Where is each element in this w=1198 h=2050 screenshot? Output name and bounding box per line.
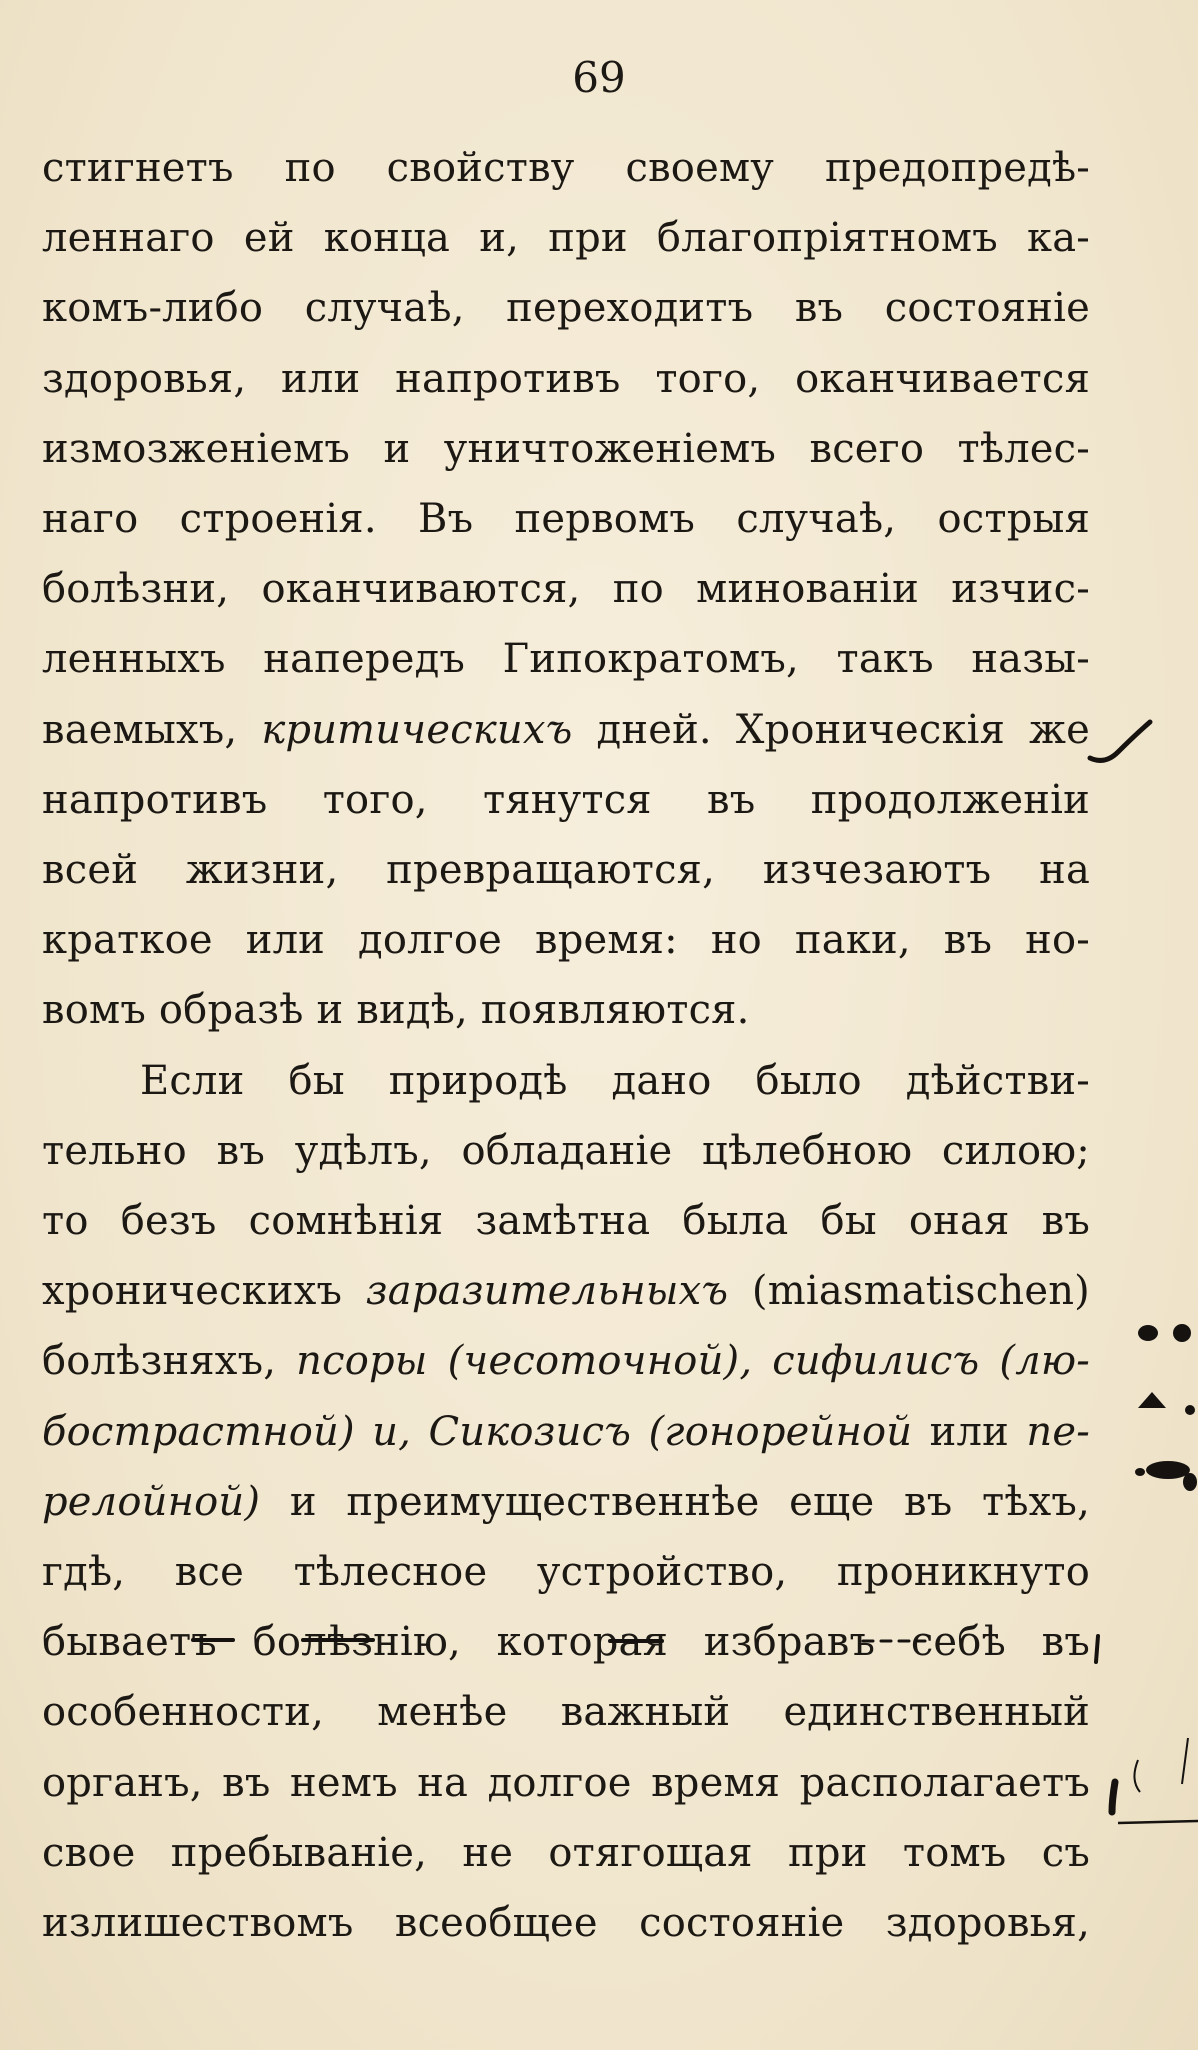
- text-segment: всей жизни, превращаются, изчезаютъ на: [42, 847, 1090, 893]
- text-segment: болѣзняхъ,: [42, 1338, 297, 1385]
- italic-text: заразительныхъ: [365, 1268, 729, 1315]
- text-segment: леннаго ей конца и, при благопріятномъ ка-: [42, 215, 1090, 262]
- ink-blot: [1138, 1392, 1166, 1408]
- text-segment: излишествомъ всеобщее состояніе здоровья,: [42, 1900, 1090, 1946]
- text-line: [42, 975, 1090, 1045]
- text-line: [42, 1326, 1090, 1396]
- text-segment: органъ, въ немъ на долгое время располагаетъ: [42, 1759, 1090, 1806]
- text-line: [42, 695, 1090, 765]
- text-line: [42, 1116, 1090, 1186]
- text-line: [42, 414, 1090, 484]
- text-line: [42, 1677, 1090, 1747]
- italic-text: релойной): [42, 1478, 261, 1525]
- text-line: [42, 1748, 1090, 1818]
- text-segment: здоровья, или напротивъ того, оканчивается: [42, 355, 1090, 402]
- text-segment: ваемыхъ,: [42, 706, 262, 753]
- pencil-mark: [1134, 1760, 1140, 1792]
- pencil-mark: [1182, 1738, 1188, 1784]
- text-segment: или: [912, 1408, 1027, 1455]
- ink-blot: [1135, 1468, 1145, 1476]
- text-line: [42, 1818, 1090, 1888]
- text-segment: свое пребываніе, не отягощая при томъ съ: [42, 1829, 1090, 1876]
- text-line: [42, 624, 1090, 694]
- text-line: [42, 1256, 1090, 1326]
- check-mark: [1090, 722, 1150, 760]
- ink-blot: [1173, 1324, 1191, 1342]
- text-segment: и преимущественнѣе еще въ тѣхъ,: [260, 1478, 1090, 1525]
- ink-blot: [1185, 1405, 1195, 1415]
- text-segment: краткое или долгое время: но паки, въ но-: [42, 917, 1090, 964]
- ink-blot: [1138, 1325, 1158, 1341]
- text-line: [42, 133, 1090, 203]
- underline-mark: [1096, 1636, 1098, 1662]
- text-line: [42, 344, 1090, 414]
- text-segment: тельно въ удѣлъ, обладаніе цѣлебною силою;: [42, 1127, 1090, 1174]
- text-line: [42, 1888, 1090, 1958]
- text-segment: вомъ образѣ и видѣ, появляются.: [42, 987, 750, 1034]
- ink-blot: [1146, 1461, 1190, 1479]
- page-number: 69: [572, 53, 626, 102]
- text-line: [42, 1467, 1090, 1537]
- ink-blot: [1183, 1473, 1197, 1491]
- text-line: [42, 1186, 1090, 1256]
- text-line: [42, 905, 1090, 975]
- text-line: [42, 835, 1090, 905]
- text-line: [42, 1397, 1090, 1467]
- text-line: [140, 1046, 1090, 1116]
- text-segment: хроническихъ: [42, 1268, 366, 1315]
- text-segment: (miasmatischen): [728, 1268, 1090, 1315]
- pencil-mark: [1118, 1821, 1198, 1823]
- text-segment: напротивъ того, тянутся въ продолженіи: [42, 776, 1090, 823]
- italic-text: пе-: [1026, 1408, 1090, 1455]
- pencil-mark: [1112, 1782, 1115, 1812]
- italic-text: псоры (чесоточной), сифилисъ (лю-: [296, 1338, 1091, 1385]
- text-line: [42, 273, 1090, 343]
- text-segment: дней. Хроническія же: [572, 706, 1090, 753]
- text-line: [42, 554, 1090, 624]
- text-segment: то безъ сомнѣнія замѣтна была бы оная въ: [42, 1198, 1090, 1244]
- italic-text: бострастной) и, Сикозисъ (гонорейной: [42, 1408, 913, 1455]
- text-line: [42, 765, 1090, 835]
- text-segment: наго строенія. Въ первомъ случаѣ, острыя: [42, 496, 1090, 542]
- text-line: [42, 1537, 1090, 1607]
- text-segment: стигнетъ по свойству своему предопредѣ-: [42, 145, 1090, 191]
- text-segment: Если бы природѣ дано было дѣйстви-: [140, 1057, 1090, 1104]
- text-segment: гдѣ, все тѣлесное устройство, проникнуто: [42, 1549, 1090, 1595]
- text-line: [42, 484, 1090, 554]
- text-segment: особенности, менѣе важный единственный: [42, 1689, 1090, 1736]
- text-line: [42, 203, 1090, 273]
- text-segment: комъ-либо случаѣ, переходитъ въ состояніе: [42, 285, 1090, 332]
- text-segment: ленныхъ напередъ Гипократомъ, такъ назы-: [42, 636, 1090, 683]
- italic-text: критическихъ: [261, 706, 573, 753]
- text-line: [42, 1607, 1090, 1677]
- text-segment: измозженіемъ и уничтоженіемъ всего тѣлес-: [42, 425, 1090, 472]
- text-segment: болѣзни, оканчиваются, по минованіи изчис-: [42, 566, 1090, 613]
- text-segment: бываетъ болѣзнію, которая избравъ себѣ въ: [42, 1619, 1090, 1666]
